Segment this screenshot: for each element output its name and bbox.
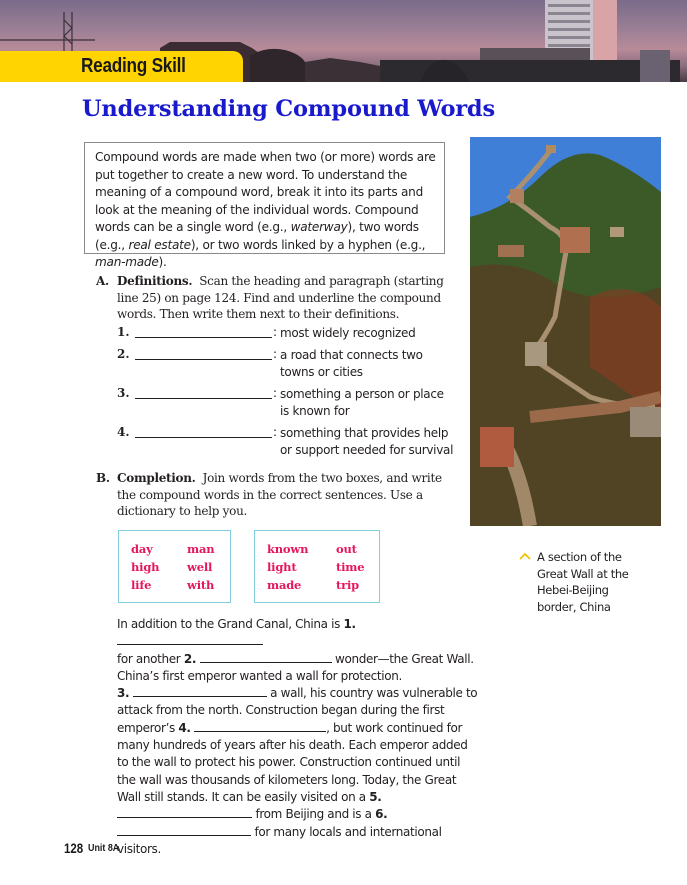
word-chip: time — [336, 560, 365, 574]
blank-number: 4. — [178, 720, 191, 735]
exercise-letter: B. — [96, 471, 110, 485]
intro-text-part: ). — [158, 255, 167, 269]
unit-label: Unit 8A — [88, 842, 120, 854]
answer-blank[interactable] — [117, 825, 251, 836]
item-number: 3. — [117, 386, 130, 400]
intro-text-part: ), two words (e.g., — [95, 220, 419, 252]
intro-text-part: Compound words are made when two (or more) words are put together to create a new word. To understand the meaning of a compound word, break it into its parts and look at the meaning of the individual words. Compound words can be a single word (e.g., — [95, 150, 436, 234]
definition-text: something that provides help or support needed for survival — [280, 426, 454, 457]
definition-item — [117, 347, 457, 383]
blank-number: 5. — [369, 789, 382, 804]
answer-blank[interactable] — [135, 359, 272, 360]
passage-text: for many locals and international visitors. — [117, 824, 442, 856]
example-word: waterway — [290, 220, 348, 234]
word-chip: known — [267, 542, 309, 556]
exercise-instructions — [117, 470, 457, 520]
blank-number: 2. — [183, 651, 197, 666]
passage-text: , but work continued for many hundreds of years after his death. Each emperor added to the wall to protect his power. Construction continued until the wall was thousands of kilometers long. Today, the Great Wall still stands. It can be easily visited on a — [117, 720, 468, 804]
word-chip: made — [267, 578, 302, 592]
definition-text: most widely recognized — [280, 326, 416, 340]
blank-number: 3. — [117, 686, 130, 701]
word-chip: day — [131, 542, 153, 556]
page-footer — [64, 840, 120, 858]
definition-item — [117, 386, 457, 422]
exercise-instructions-text: Join words from the two boxes, and write the compound words in the correct sentences. Use a dictionary to help you. — [117, 471, 442, 518]
blank-number: 6. — [375, 807, 388, 822]
photo-caption: A section of the Great Wall at the Hebei-Beijing border, China — [537, 550, 629, 614]
definition-text: a road that connects two towns or cities — [280, 348, 423, 379]
exercise-title: Completion. — [117, 471, 196, 485]
passage-text: a wall, his country was vulnerable to attack from the north. Construction began during the first emperor’s — [117, 686, 478, 735]
word-chip: man — [187, 542, 215, 556]
colon: : — [273, 325, 278, 339]
great-wall-illustration — [470, 137, 661, 526]
passage-text: for another — [117, 651, 184, 666]
word-chip: high — [131, 560, 160, 574]
caret-up-icon — [519, 552, 531, 560]
answer-blank[interactable] — [133, 686, 267, 697]
definition-text: something a person or place is known for — [280, 387, 444, 418]
answer-blank[interactable] — [200, 652, 332, 663]
word-box-1 — [118, 530, 231, 603]
definition-item — [117, 425, 457, 461]
page-title: Understanding Compound Words — [82, 96, 495, 122]
exercise-instructions-text: Scan the heading and paragraph (starting line 25) on page 124. Find and underline the compound words. Then write them next to their definitions. — [117, 274, 444, 321]
exercise-title: Definitions. — [117, 274, 193, 288]
example-word: man-made — [95, 255, 159, 269]
section-tab — [0, 51, 243, 82]
page-number: 128 — [64, 841, 84, 856]
header-photo-banner — [0, 0, 687, 82]
word-chip: with — [187, 578, 215, 592]
word-chip: out — [336, 542, 357, 556]
intro-text — [95, 149, 440, 272]
definition-item — [117, 325, 457, 345]
answer-blank[interactable] — [135, 337, 272, 338]
intro-text-part: ), or two words linked by a hyphen (e.g., — [190, 237, 426, 252]
cloze-passage — [117, 616, 482, 858]
colon: : — [273, 347, 278, 361]
answer-blank[interactable] — [117, 634, 263, 645]
word-chip: life — [131, 578, 152, 592]
intro-box — [84, 142, 445, 269]
passage-text: In addition to the Grand Canal, China is — [117, 617, 344, 631]
answer-blank[interactable] — [194, 721, 326, 732]
passage-text: wonder—the Great Wall. China’s first emperor wanted a wall for protection. — [117, 651, 474, 683]
word-chip: trip — [336, 578, 359, 592]
exercise-instructions — [117, 273, 457, 323]
item-number: 2. — [117, 347, 130, 361]
word-chip: well — [187, 560, 213, 574]
word-box-2 — [254, 530, 380, 603]
blank-number: 1. — [343, 617, 356, 631]
answer-blank[interactable] — [135, 398, 272, 399]
section-tab-label: Reading Skill — [81, 55, 186, 77]
passage-text: from Beijing and is a — [252, 807, 376, 822]
great-wall-photo — [470, 137, 661, 526]
answer-blank[interactable] — [117, 807, 252, 818]
word-chip: light — [267, 560, 297, 574]
answer-blank[interactable] — [135, 437, 272, 438]
example-word: real estate — [128, 237, 191, 252]
colon: : — [273, 386, 278, 400]
item-number: 4. — [117, 425, 130, 439]
item-number: 1. — [117, 325, 130, 339]
colon: : — [273, 425, 278, 439]
exercise-letter: A. — [96, 274, 109, 288]
